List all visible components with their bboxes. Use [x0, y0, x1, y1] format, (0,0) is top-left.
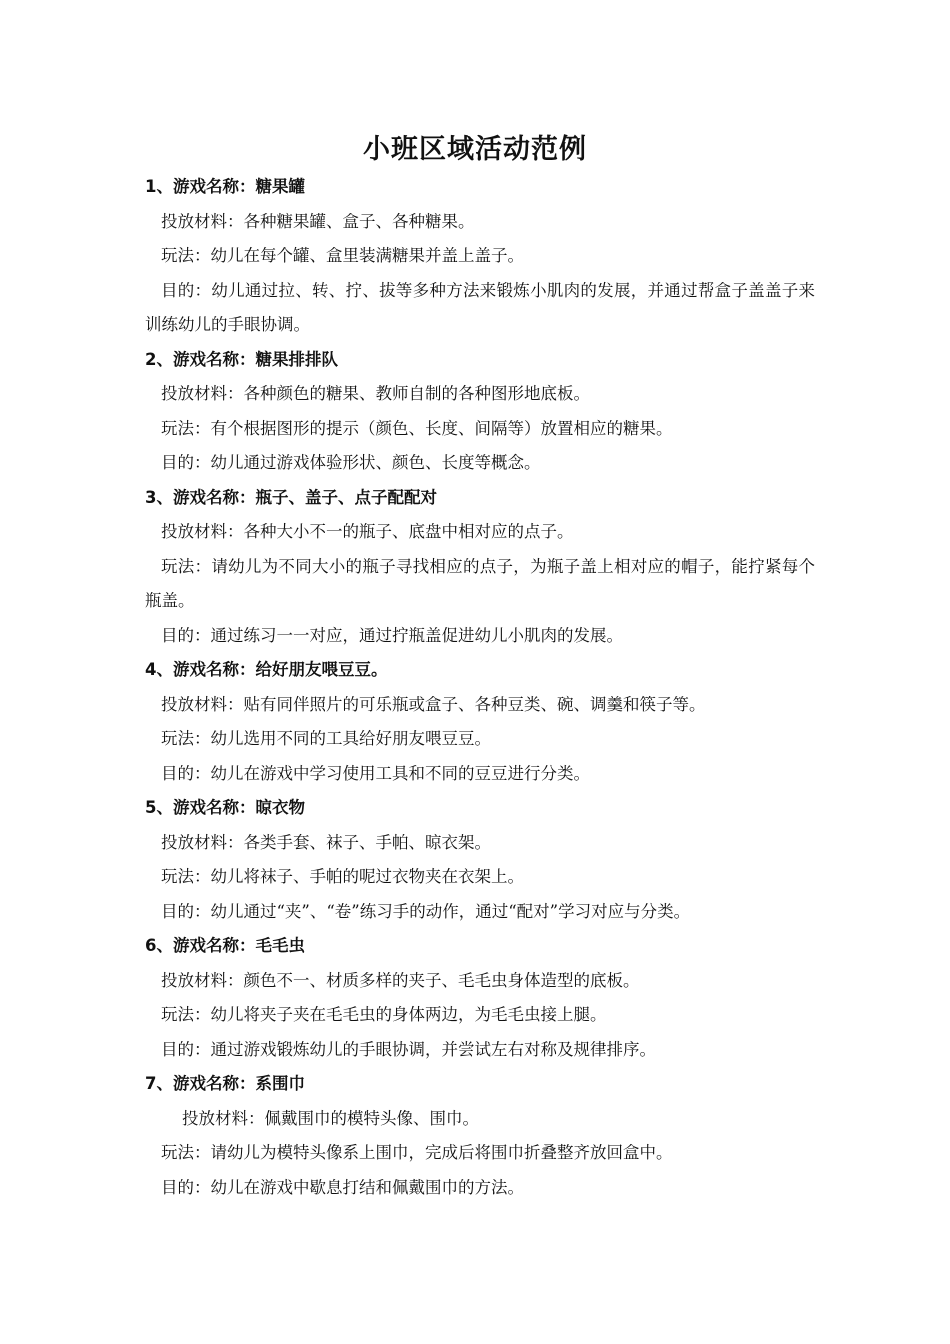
- game-play: 玩法：幼儿将夹子夹在毛毛虫的身体两边，为毛毛虫接上腿。: [161, 1005, 607, 1024]
- game-heading: 4、游戏名称：给好朋友喂豆豆。: [145, 660, 388, 679]
- game-goal: 目的：通过游戏锻炼幼儿的手眼协调，并尝试左右对称及规律排序。: [161, 1039, 656, 1059]
- game-section-2: [145, 343, 815, 481]
- game-section-6: [145, 929, 815, 1067]
- game-goal: 目的：幼儿通过拉、转、拧、拔等多种方法来锻炼小肌肉的发展，并通过帮盒子盖盖子来训练幼儿的手眼协调。: [145, 280, 815, 334]
- game-play: 玩法：幼儿将袜子、手帕的呢过衣物夹在衣架上。: [161, 867, 524, 886]
- game-materials: 投放材料：各类手套、袜子、手帕、晾衣架。: [161, 832, 491, 852]
- game-goal: 目的：通过练习一一对应，通过拧瓶盖促进幼儿小肌肉的发展。: [161, 625, 623, 645]
- game-heading: 1、游戏名称：糖果罐: [145, 177, 305, 196]
- game-heading: 5、游戏名称：晾衣物: [145, 798, 305, 817]
- game-play: 玩法：幼儿在每个罐、盒里装满糖果并盖上盖子。: [161, 246, 524, 265]
- game-section-1: [145, 170, 815, 343]
- game-heading: 2、游戏名称：糖果排排队: [145, 349, 338, 369]
- game-section-7: [145, 1067, 815, 1205]
- document-title: 小班区域活动范例: [363, 134, 587, 165]
- game-section-4: [145, 653, 815, 791]
- game-section-5: [145, 791, 815, 929]
- game-materials: 投放材料：各种糖果罐、盒子、各种糖果。: [161, 211, 475, 231]
- document-body: [145, 170, 815, 1205]
- game-heading: 6、游戏名称：毛毛虫: [145, 936, 305, 955]
- game-heading: 7、游戏名称：系围巾: [145, 1074, 305, 1093]
- game-section-3: [145, 481, 815, 654]
- game-materials: 投放材料：各种颜色的糖果、教师自制的各种图形地底板。: [161, 384, 590, 403]
- game-heading: 3、游戏名称：瓶子、盖子、点子配配对: [145, 487, 437, 507]
- game-play: 玩法：有个根据图形的提示（颜色、长度、间隔等）放置相应的糖果。: [161, 418, 673, 438]
- game-materials: 投放材料：贴有同伴照片的可乐瓶或盒子、各种豆类、碗、调羹和筷子等。: [161, 694, 706, 714]
- game-materials: 投放材料：佩戴围巾的模特头像、围巾。: [182, 1108, 479, 1128]
- game-goal: 目的：幼儿在游戏中歇息打结和佩戴围巾的方法。: [161, 1177, 524, 1197]
- game-goal: 目的：幼儿通过“夹”、“卷”练习手的动作，通过“配对”学习对应与分类。: [161, 901, 691, 921]
- game-materials: 投放材料：颜色不一、材质多样的夹子、毛毛虫身体造型的底板。: [161, 970, 640, 990]
- game-play: 玩法：请幼儿为不同大小的瓶子寻找相应的点子，为瓶子盖上相对应的帽子，能拧紧每个瓶盖。: [145, 556, 815, 610]
- game-play: 玩法：请幼儿为模特头像系上围巾，完成后将围巾折叠整齐放回盒中。: [161, 1143, 673, 1162]
- game-goal: 目的：幼儿在游戏中学习使用工具和不同的豆豆进行分类。: [161, 763, 590, 783]
- game-play: 玩法：幼儿选用不同的工具给好朋友喂豆豆。: [161, 729, 491, 748]
- game-goal: 目的：幼儿通过游戏体验形状、颜色、长度等概念。: [161, 453, 541, 472]
- game-materials: 投放材料：各种大小不一的瓶子、底盘中相对应的点子。: [161, 522, 574, 541]
